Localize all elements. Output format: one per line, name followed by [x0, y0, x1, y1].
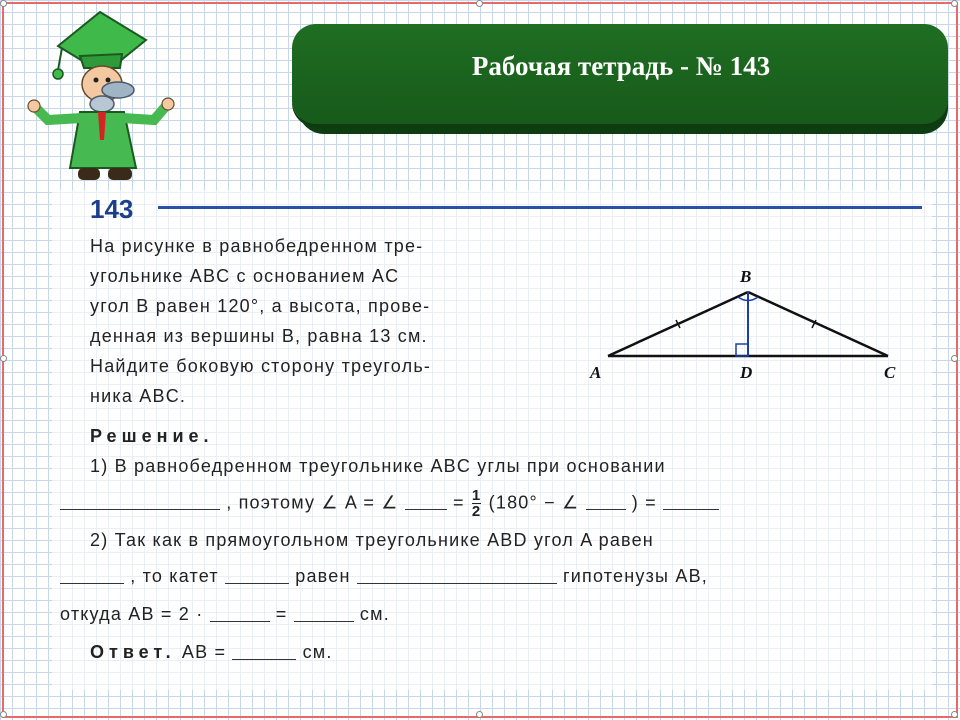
blank-angle-1[interactable]	[405, 493, 447, 510]
problem-line-3: угол B равен 120°, а высота, прове-	[90, 296, 431, 316]
fraction-numerator: 1	[471, 487, 482, 504]
problem-line-5: Найдите боковую сторону треуголь-	[90, 356, 432, 376]
right-angle-mark	[736, 344, 748, 356]
step2-number: 2)	[90, 530, 109, 550]
blank-leg-value[interactable]	[210, 605, 270, 622]
blank-angle-result[interactable]	[663, 493, 719, 510]
professor-mascot-illustration	[18, 8, 178, 188]
triangle-figure	[580, 262, 920, 386]
resize-handle-right[interactable]	[951, 355, 958, 362]
answer-label: Ответ.	[90, 642, 176, 662]
step2-hypotenuse: гипотенузы AB,	[563, 566, 708, 586]
answer-unit: см.	[302, 642, 333, 662]
step2-leg: , то катет	[130, 566, 219, 586]
problem-header-rule	[158, 206, 922, 209]
fraction-denominator: 2	[471, 503, 482, 520]
resize-handle-bottom-left[interactable]	[0, 711, 7, 718]
step2-equals-word: равен	[295, 566, 351, 586]
step1-equals: =	[453, 492, 465, 513]
vertex-b-label: B	[740, 267, 752, 286]
resize-handle-top-left[interactable]	[0, 0, 7, 7]
problem-line-6: ника ABC.	[90, 386, 187, 406]
step2-line3	[60, 604, 390, 625]
step2-line2	[60, 566, 708, 587]
resize-handle-top[interactable]	[476, 0, 483, 7]
blank-angle-2[interactable]	[586, 493, 626, 510]
blank-ab-value[interactable]	[294, 605, 354, 622]
side-bc	[748, 292, 888, 356]
step2-line1	[90, 530, 654, 551]
problem-line-1: На рисунке в равнобедренном тре-	[90, 236, 424, 256]
blank-ratio[interactable]	[357, 567, 557, 584]
resize-handle-left[interactable]	[0, 355, 7, 362]
step2-text: Так как в прямоугольном треугольнике ABD угол A равен	[114, 530, 654, 550]
blank-angle-a-value[interactable]	[60, 567, 124, 584]
step1-number: 1)	[90, 456, 109, 476]
vertex-a-label: A	[590, 363, 602, 382]
blank-answer[interactable]	[232, 643, 296, 660]
blank-base-angles[interactable]	[60, 493, 220, 510]
step1-text: В равнобедренном треугольнике ABC углы при основании	[114, 456, 666, 476]
step1-therefore: , поэтому ∠ A = ∠	[226, 492, 399, 513]
step1-line2	[60, 488, 719, 519]
resize-handle-bottom-right[interactable]	[951, 711, 958, 718]
problem-line-2: угольнике ABC с основанием AC	[90, 266, 400, 286]
vertex-c-label: C	[884, 363, 896, 382]
point-d-label: D	[740, 363, 753, 382]
step1-line1	[90, 456, 666, 477]
problem-number: 143	[90, 194, 134, 224]
solution-heading: Решение.	[90, 426, 214, 446]
step2-unit: см.	[359, 604, 390, 624]
banner-title: Рабочая тетрадь - № 143	[471, 50, 771, 81]
step2-eq: =	[275, 604, 288, 624]
step1-paren-close: ) =	[631, 492, 657, 513]
title-banner	[292, 24, 948, 124]
answer-text: AB =	[181, 642, 227, 662]
step1-paren-open: (180° − ∠	[488, 492, 580, 513]
answer-line	[90, 642, 333, 663]
resize-handle-top-right[interactable]	[951, 0, 958, 7]
blank-leg-name[interactable]	[225, 567, 289, 584]
problem-line-4: денная из вершины B, равна 13 см.	[90, 326, 428, 346]
fraction-one-half	[472, 488, 482, 519]
resize-handle-bottom[interactable]	[476, 711, 483, 718]
step2-whence: откуда AB = 2 ·	[60, 604, 204, 624]
